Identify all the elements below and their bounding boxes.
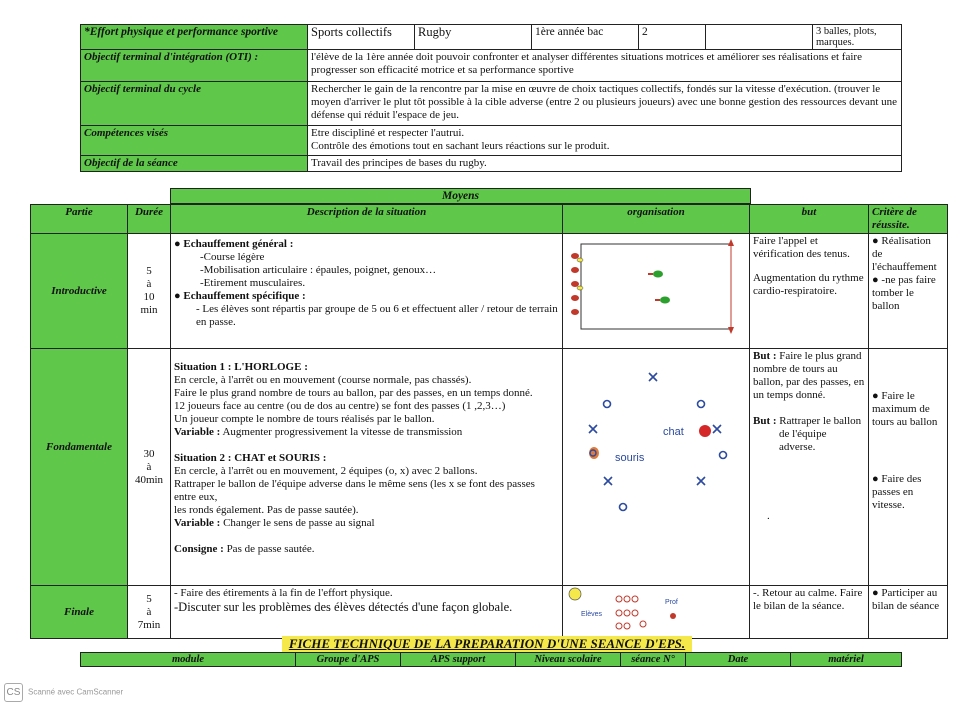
student-icon [616, 596, 646, 629]
watermark-text: Scanné avec CamScanner [28, 687, 124, 697]
oti-text: l'élève de la 1ère année doit pouvoir confronter et analyser différentes situations motrices et améliorer ses réalisations et faire progresser son efficacité motrice et sa performance sportive [308, 50, 902, 82]
prof-label: Prof [665, 599, 678, 606]
col-organisation: organisation [563, 205, 750, 234]
header-table [80, 24, 902, 172]
objectif-seance-text: Travail des principes de bases du rugby. [308, 156, 902, 172]
partie-introductive: Introductive [31, 234, 128, 349]
bullet-icon: ● [872, 235, 879, 247]
bullet-icon: ● [174, 238, 181, 250]
sun-icon [569, 588, 581, 600]
chat-label: chat [663, 426, 684, 438]
col-but: but [750, 205, 869, 234]
eleves-label: Elèves [581, 611, 603, 618]
competence-line-2: Contrôle des émotions tout en sachant leurs réactions sur le produit. [311, 140, 610, 152]
fond-critere: ● Faire le maximum de tours au ballon ● Faire des passes en vitesse. [869, 349, 948, 586]
moyens-header: Moyens [170, 188, 751, 204]
partie-fondamentale: Fondamentale [31, 349, 128, 586]
finale-organisation-diagram [563, 586, 750, 639]
terrain-diagram [563, 234, 749, 344]
footer-seance: séance N° [621, 653, 686, 667]
prof-icon [670, 613, 676, 619]
col-critere: Critère de réussite. [869, 205, 948, 234]
otc-text: Rechercher le gain de la rencontre par la mise en œuvre de choix tactiques collectifs, fondés sur la vitesse d'exécution. (trouver le moyen d'arriver le plut tôt possible à la cible adverse (entre 2 ou plusieurs joueurs) avec une bonne gestion des ressources devant une défense qui réduit l'espace de jeu. [308, 82, 902, 126]
bilan-diagram [563, 586, 749, 634]
situation-2-title: Situation 2 : CHAT et SOURIS : [174, 452, 327, 464]
competences-text [308, 126, 902, 156]
seance-num-value: 2 [639, 25, 706, 50]
fond-but: But : Faire le plus grand nombre de tours au ballon, par des passes, en un temps donné. But : Rattraper le ballon de l'équipe adverse. . [750, 349, 869, 586]
aps-support-value: Rugby [415, 25, 532, 50]
header-title: *Effort physique et performance sportive [81, 25, 308, 50]
date-value [706, 25, 813, 50]
competences-label: Compétences visés [81, 126, 308, 156]
footer-date: Date [686, 653, 791, 667]
intro-description: ● Echauffement général : -Course légère -Mobilisation articulaire : épaules, poignet, genoux… -Etirement musculaires. ● Echauffement spécifique : - Les élèves sont répartis par groupe de 5 ou 6 et effectuent aller / retour de terrain en passe. [171, 234, 563, 349]
otc-label: Objectif terminal du cycle [81, 82, 308, 126]
fiche-title: FICHE TECHNIQUE DE LA PREPARATION D'UNE SEANCE D'EPS. [282, 636, 692, 652]
bullet-icon: ● [174, 290, 181, 302]
intro-but: Faire l'appel et vérification des tenus. Augmentation du rythme cardio-respiratoire. [750, 234, 869, 349]
chat-ball-icon [699, 425, 711, 437]
main-table [30, 204, 948, 639]
duree-intro: 5 à 10 min [128, 234, 171, 349]
camscanner-icon: CS [4, 683, 23, 702]
situation-1-title: Situation 1 : L'HORLOGE : [174, 361, 308, 373]
echauffement-general: Echauffement général : [183, 238, 294, 250]
souris-label: souris [615, 452, 645, 464]
finale-critere: ● Participer au bilan de séance [869, 586, 948, 639]
finale-but: -. Retour au calme. Faire le bilan de la séance. [750, 586, 869, 639]
footer-aps-support: APS support [401, 653, 516, 667]
oti-label: Objectif terminal d'intégration (OTI) : [81, 50, 308, 82]
bullet-icon: ● [872, 390, 879, 402]
niveau-value: 1ère année bac [532, 25, 639, 50]
partie-finale: Finale [31, 586, 128, 639]
col-partie: Partie [31, 205, 128, 234]
footer-materiel: matériel [791, 653, 902, 667]
intro-critere: ● Réalisation de l'échauffement ● -ne pas faire tomber le ballon [869, 234, 948, 349]
camscanner-watermark [4, 683, 123, 702]
fond-organisation-diagram [563, 349, 750, 586]
fond-description: Situation 1 : L'HORLOGE : En cercle, à l'arrêt ou en mouvement (course normale, pas chassés). Faire le plus grand nombre de tours au ballon, par des passes, en un temps donné. 12 joueurs face au centre (ou de dos au centre) se font des passes (1 ,2,3…) Un joueur compte le nombre de tours réalisés par le ballon. Variable : Augmenter progressivement la vitesse de transmission Situation 2 : CHAT et SOURIS : En cercle, à l'arrêt ou en mouvement, 2 équipes (o, x) avec 2 ballons. Rattraper le ballon de l'équipe adverse dans le même sens (les x se font des passes entre eux, les ronds également. Pas de passe sautée). Variable : Changer le sens de passe au signal Consigne : Pas de passe sautée. [171, 349, 563, 586]
intro-organisation-diagram [563, 234, 750, 349]
bullet-icon: ● [872, 473, 879, 485]
col-duree: Durée [128, 205, 171, 234]
duree-fond: 30 à 40min [128, 349, 171, 586]
echauffement-specifique: Echauffement spécifique : [183, 290, 306, 302]
ball-icon [648, 271, 670, 304]
bullet-icon: ● [872, 274, 879, 286]
finale-description: - Faire des étirements à la fin de l'effort physique. -Discuter sur les problèmes des élèves détectés d'une façon globale. [171, 586, 563, 639]
footer-table [80, 652, 902, 667]
bullet-icon: ● [872, 587, 879, 599]
duree-finale: 5 à 7min [128, 586, 171, 639]
footer-niveau: Niveau scolaire [516, 653, 621, 667]
materiel-value: 3 balles, plots, marques. [813, 25, 902, 50]
col-description: Description de la situation [171, 205, 563, 234]
objectif-seance-label: Objectif de la séance [81, 156, 308, 172]
footer-groupe-aps: Groupe d'APS [296, 653, 401, 667]
circle-diagram [563, 349, 749, 581]
group-aps-value: Sports collectifs [308, 25, 415, 50]
competence-line-1: Etre discipliné et respecter l'autrui. [311, 127, 465, 139]
footer-module: module [81, 653, 296, 667]
